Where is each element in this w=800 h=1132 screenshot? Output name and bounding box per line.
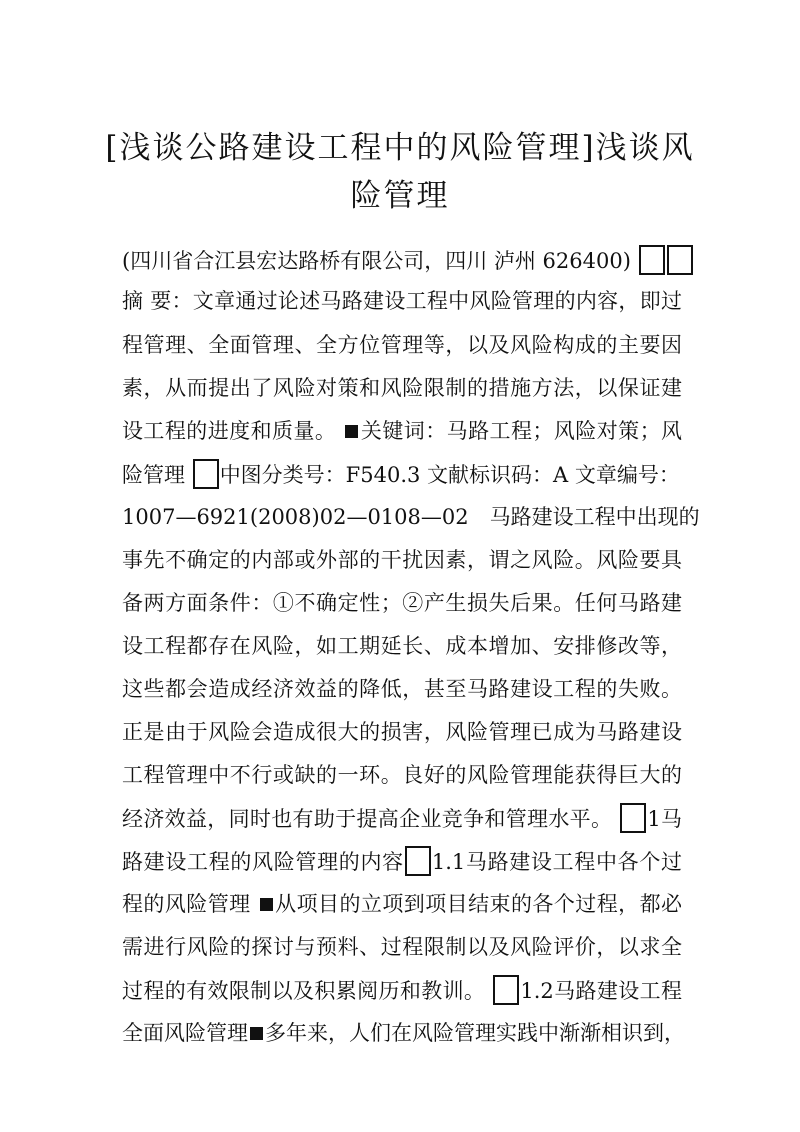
black-square-bullet-icon <box>260 898 273 911</box>
line-text: 程的风险管理 <box>122 892 258 916</box>
body-line-4 <box>122 373 682 403</box>
body-line-6 <box>122 459 682 490</box>
body-line-16 <box>122 889 682 919</box>
line-text: 全面风险管理 <box>122 1021 248 1045</box>
body-line-7 <box>122 502 700 532</box>
line-text: 设工程都存在风险，如工期延长、成本增加、安排修改等， <box>122 634 682 658</box>
line-text: 事先不确定的内部或外部的干扰因素，谓之风险。风险要具 <box>122 548 682 572</box>
line-text: 险管理 <box>122 463 192 487</box>
line-text: 关键词：马路工程；风险对策；风 <box>360 419 683 443</box>
document-title-line-1: [浅谈公路建设工程中的风险管理]浅谈风 <box>105 130 695 166</box>
line-text: 这些都会造成经济效益的降低，甚至马路建设工程的失败。 <box>122 677 682 701</box>
body-line-1 <box>122 245 682 276</box>
body-line-17 <box>122 932 682 962</box>
line-text: 中图分类号：F540.3 文献标识码：A 文章编号： <box>219 463 680 487</box>
line-text: 素，从而提出了风险对策和风险限制的措施方法，以保证建 <box>122 376 682 400</box>
body-line-2 <box>122 286 682 316</box>
line-text: 1.2马路建设工程 <box>520 979 682 1003</box>
body-line-3 <box>122 330 682 360</box>
line-text: 1.1马路建设工程中各个过 <box>431 850 683 874</box>
body-line-11 <box>122 674 682 704</box>
placeholder-box-icon <box>667 245 693 275</box>
line-text: (四川省合江县宏达路桥有限公司，四川 泸州 626400) <box>122 249 631 273</box>
line-text: 从项目的立项到项目结束的各个过程，都必 <box>274 892 682 916</box>
body-line-15 <box>122 846 682 877</box>
line-text: 备两方面条件：①不确定性；②产生损失后果。任何马路建 <box>122 591 682 615</box>
body-line-18 <box>122 975 682 1006</box>
placeholder-box-icon <box>193 459 219 489</box>
placeholder-box-icon <box>405 846 431 876</box>
line-text: 经济效益，同时也有助于提高企业竞争和管理水平。 <box>122 807 613 831</box>
line-text: 1马 <box>647 807 682 831</box>
placeholder-box-icon <box>639 245 665 275</box>
body-line-5 <box>122 416 682 446</box>
placeholder-box-icon <box>620 803 646 833</box>
black-square-bullet-icon <box>250 1027 263 1040</box>
line-text: 摘 要：文章通过论述马路建设工程中风险管理的内容，即过 <box>122 289 682 313</box>
document-title-line-2: 险管理 <box>350 178 450 214</box>
line-text: 设工程的进度和质量。 <box>122 419 337 443</box>
line-text: 1007—6921(2008)02—0108—02 马路建设工程中出现的 <box>122 505 700 529</box>
line-text: 工程管理中不行或缺的一环。良好的风险管理能获得巨大的 <box>122 763 682 787</box>
body-line-14 <box>122 803 682 834</box>
line-text: 路建设工程的风险管理的内容 <box>122 850 404 874</box>
line-text: 过程的有效限制以及积累阅历和教训。 <box>122 979 486 1003</box>
line-text: 正是由于风险会造成很大的损害，风险管理已成为马路建设 <box>122 720 682 744</box>
body-line-8 <box>122 545 682 575</box>
body-line-19 <box>122 1018 685 1048</box>
body-line-13 <box>122 760 682 790</box>
body-line-12 <box>122 717 682 747</box>
black-square-bullet-icon <box>345 425 358 438</box>
body-line-9 <box>122 588 682 618</box>
line-text: 程管理、全面管理、全方位管理等，以及风险构成的主要因 <box>122 333 682 357</box>
placeholder-box-icon <box>493 975 519 1005</box>
line-text: 需进行风险的探讨与预料、过程限制以及风险评价，以求全 <box>122 935 682 959</box>
line-text: 多年来，人们在风险管理实践中渐渐相识到， <box>265 1021 685 1045</box>
body-line-10 <box>122 631 682 661</box>
